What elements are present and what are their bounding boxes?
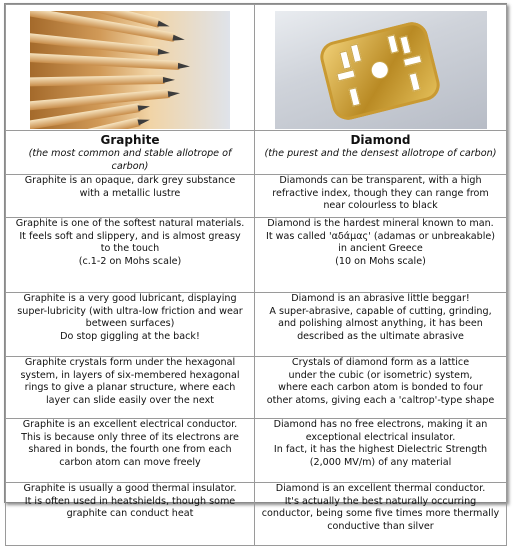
graphite-title: Graphite (100, 133, 160, 147)
diamond-line: Diamond is the hardest mineral known to man. (267, 218, 494, 230)
graphite-line: layer can slide easily over the next (45, 394, 215, 406)
graphite-line: between surfaces) (85, 318, 175, 330)
diamond-line: In fact, it has the highest Dielectric Strength (273, 444, 488, 456)
graphite-subtitle: (the most common and stable allotrope of carbon) (28, 148, 232, 172)
diamond-line: other atoms, giving each a 'caltrop'-type shape (266, 394, 495, 406)
diamond-line: and polishing almost anything, it has been (278, 318, 483, 330)
diamond-line: where each carbon atom is bonded to four (278, 382, 483, 394)
graphite-line: graphite can conduct heat (66, 508, 194, 520)
diamond-line: conductor, being some five times more thermally (261, 508, 500, 520)
diamond-line: exceptional electrical insulator. (305, 431, 456, 443)
graphite-cell (6, 419, 255, 483)
graphite-pencils-image (30, 11, 230, 129)
comparison-row (6, 175, 507, 218)
graphite-cell (6, 483, 255, 546)
graphite-cell (6, 357, 255, 419)
header-row (6, 131, 507, 175)
graphite-line: to the touch (100, 243, 160, 255)
diamond-line: described as the ultimate abrasive (297, 330, 464, 342)
diamond-ring-image (275, 11, 487, 129)
diamond-cell (255, 419, 507, 483)
graphite-line: super-lubricity (with ultra-low friction and wear (17, 305, 243, 317)
diamond-line: Crystals of diamond form as a lattice (291, 357, 470, 369)
diamond-line: Diamond is an excellent thermal conductor. (275, 483, 486, 495)
diamond-line: Diamond has no free electrons, making it an (273, 419, 488, 431)
graphite-line: Graphite is a very good lubricant, displaying (23, 293, 237, 305)
diamond-line: near colourless to black (323, 200, 438, 212)
graphite-line: rings to give a planar structure, where each (24, 382, 236, 394)
diamond-line: A super-abrasive, capable of cutting, grinding, (269, 305, 492, 317)
graphite-line: It feels soft and slippery, and is almost greasy (19, 230, 241, 242)
graphite-line: carbon atom can move freely (59, 456, 201, 468)
graphite-line: Graphite is usually a good thermal insulator. (23, 483, 237, 495)
comparison-row (6, 483, 507, 546)
diamond-line: in ancient Greece (338, 243, 423, 255)
comparison-frame (4, 3, 507, 532)
graphite-line: shared in bonds, the fourth one from each (28, 444, 232, 456)
diamond-cell (255, 218, 507, 293)
graphite-cell (6, 175, 255, 218)
diamond-title: Diamond (350, 133, 411, 147)
graphite-line: (c.1-2 on Mohs scale) (78, 255, 182, 267)
graphite-image-cell (6, 5, 255, 131)
comparison-rows (6, 175, 507, 546)
diamond-cell (255, 483, 507, 546)
diamond-line: conductive than silver (327, 520, 434, 532)
graphite-line: It is often used in heatshields, though some (24, 495, 236, 507)
graphite-line: Graphite is an opaque, dark grey substance (24, 175, 236, 187)
graphite-line: Do stop giggling at the back! (60, 330, 200, 342)
image-row (6, 5, 507, 131)
diamond-line: (10 on Mohs scale) (335, 255, 426, 267)
diamond-line: It's actually the best naturally occurring (284, 495, 477, 507)
graphite-line: system, in layers of six-membered hexagonal (20, 369, 240, 381)
graphite-header (6, 131, 255, 175)
diamond-line: Diamond is an abrasive little beggar! (291, 293, 470, 305)
diamond-image-cell (255, 5, 507, 131)
diamond-line: (2,000 MV/m) of any material (309, 456, 452, 468)
graphite-cell (6, 293, 255, 357)
graphite-line: Graphite is an excellent electrical conductor. (22, 419, 238, 431)
diamond-cell (255, 175, 507, 218)
diamond-line: It was called 'αδάμας' (adamas or unbreakable) (266, 230, 495, 242)
graphite-line: Graphite is one of the softest natural materials. (15, 218, 245, 230)
diamond-subtitle: (the purest and the densest allotrope of carbon) (264, 148, 497, 159)
comparison-row (6, 357, 507, 419)
comparison-row (6, 293, 507, 357)
diamond-cell (255, 357, 507, 419)
diamond-header (255, 131, 507, 175)
graphite-line: Graphite crystals form under the hexagonal (24, 357, 236, 369)
comparison-row (6, 218, 507, 293)
diamond-line: under the cubic (or isometric) system, (288, 369, 473, 381)
diamond-line: refractive index, though they can range from (272, 187, 489, 199)
comparison-row (6, 419, 507, 483)
graphite-line: with a metallic lustre (79, 187, 181, 199)
graphite-cell (6, 218, 255, 293)
diamond-line: Diamonds can be transparent, with a high (279, 175, 482, 187)
comparison-table (5, 4, 507, 546)
graphite-line: This is because only three of its electrons are (21, 431, 239, 443)
diamond-cell (255, 293, 507, 357)
